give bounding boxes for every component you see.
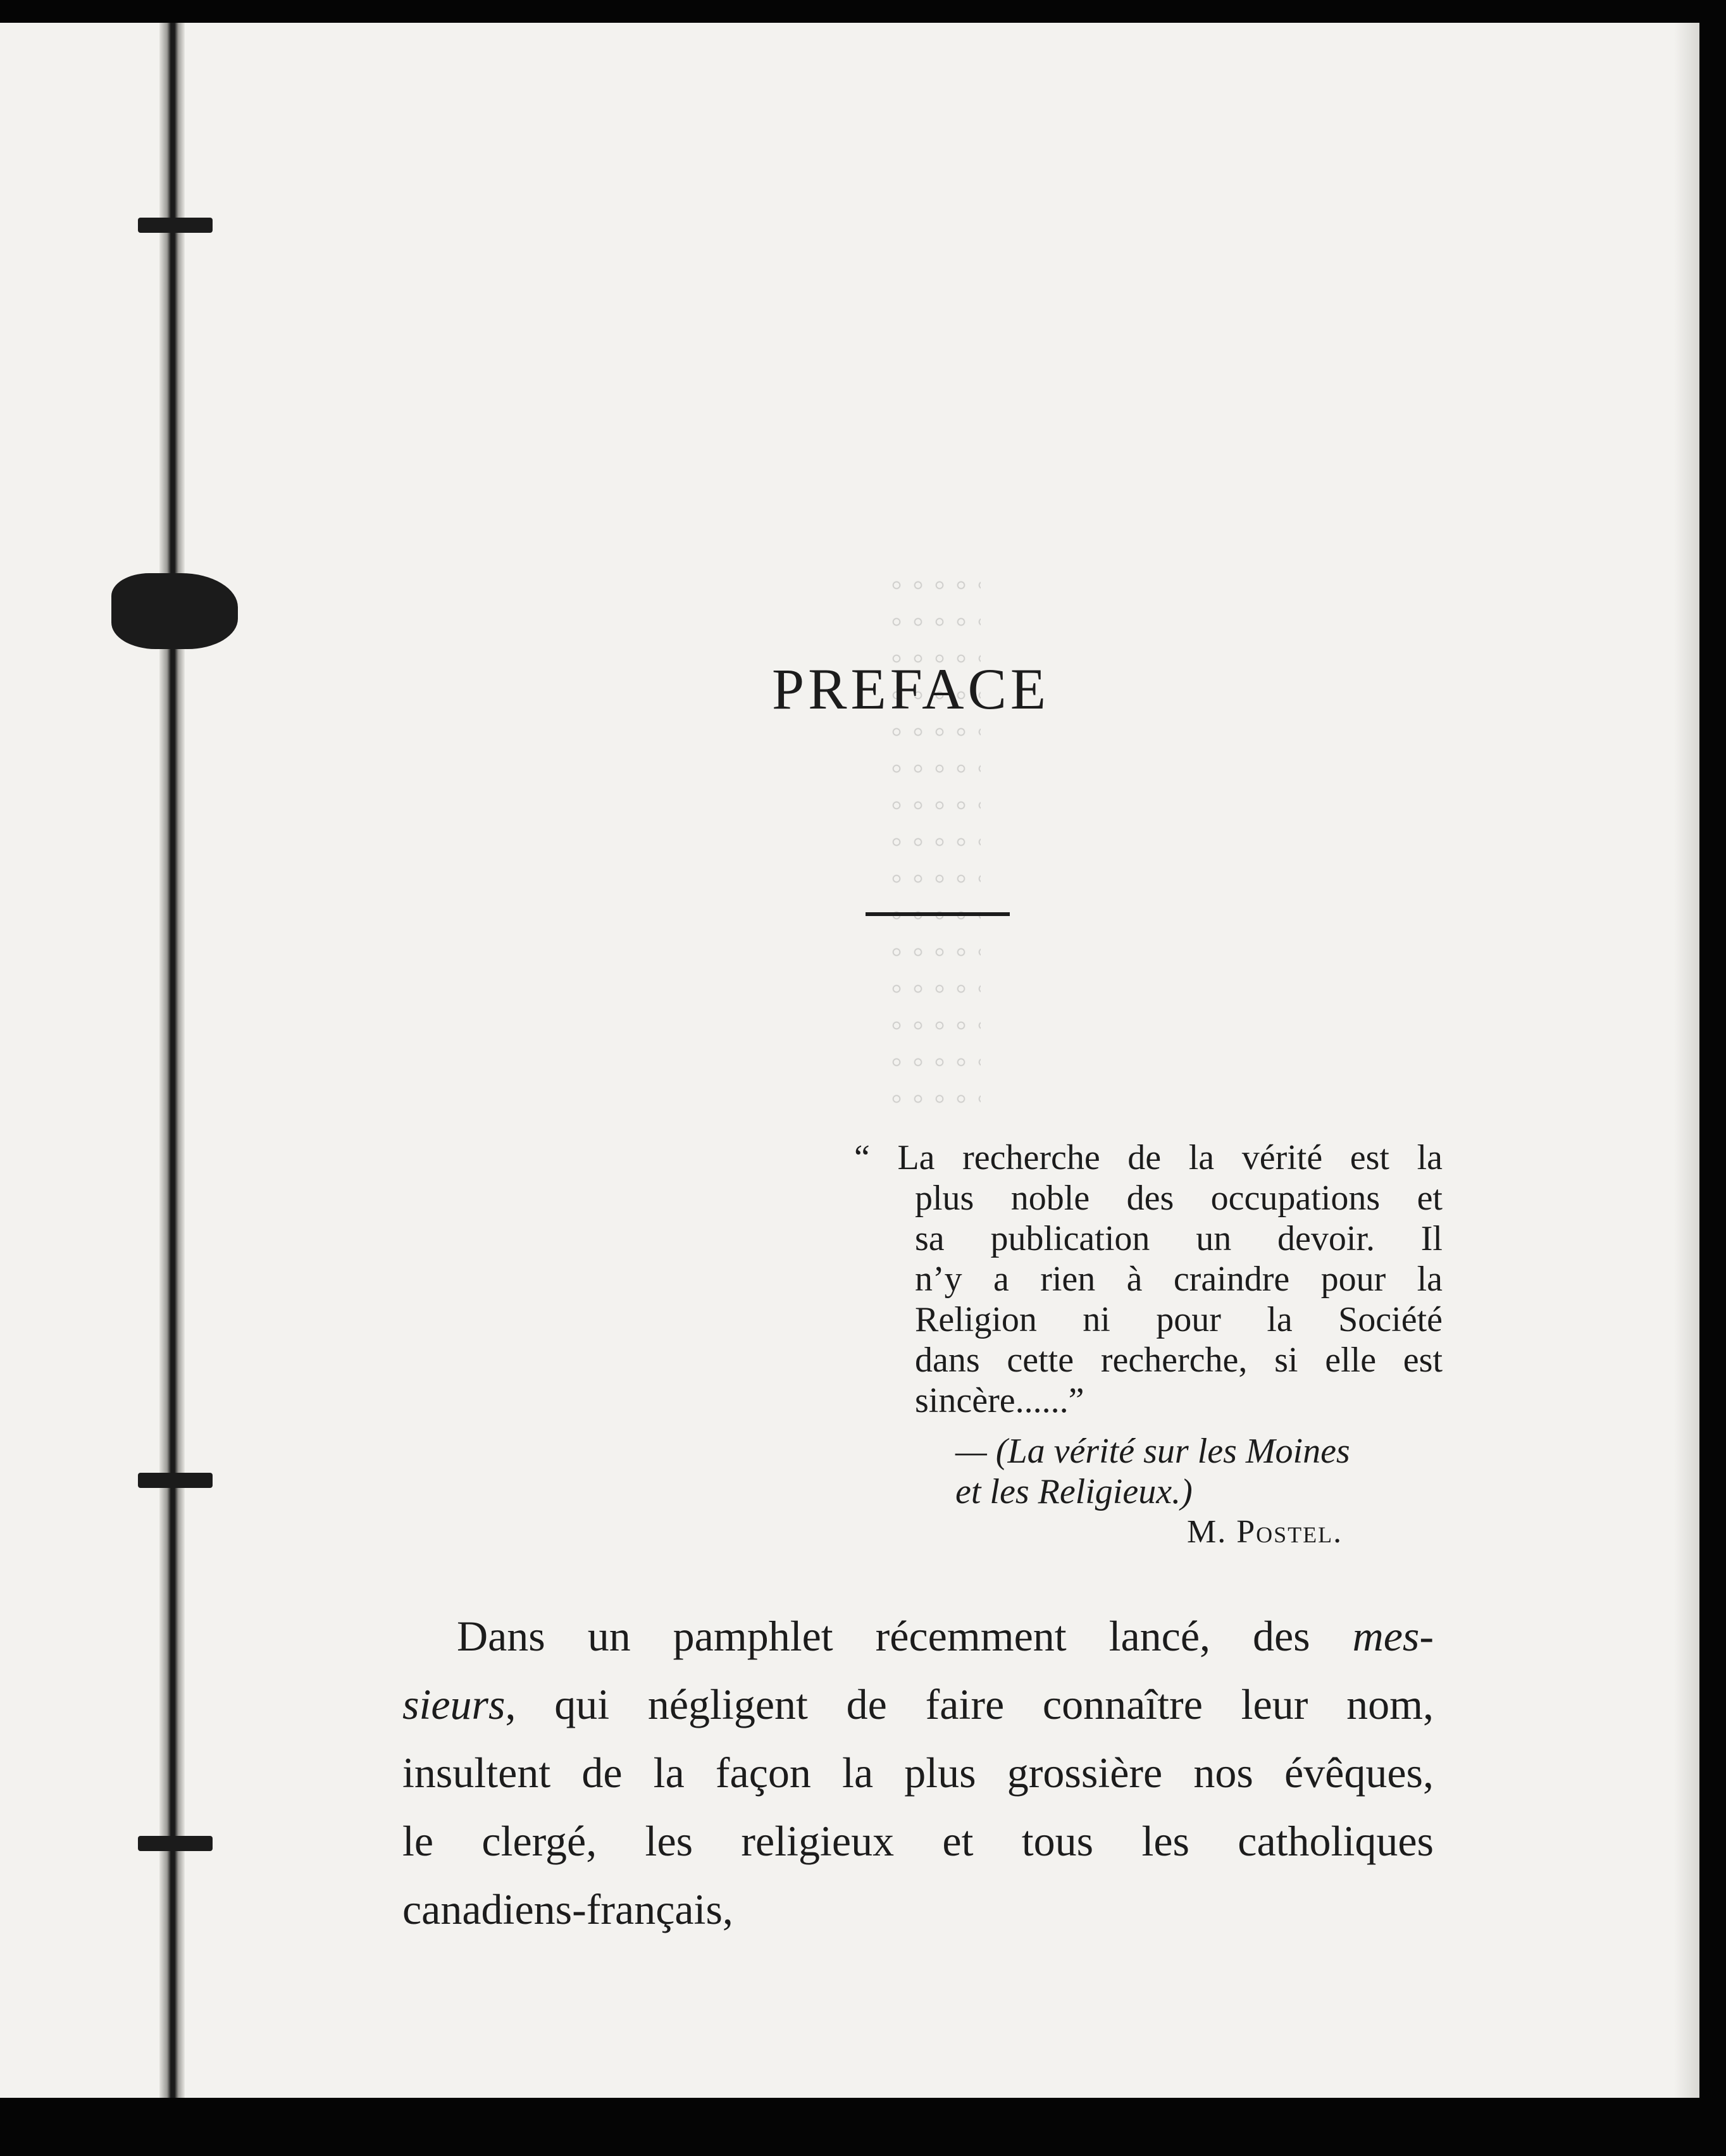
- body-line: [402, 1670, 1434, 1738]
- body-line: le clergé, les religieux et tous les catholiques: [402, 1817, 1434, 1865]
- binding-stitch: [138, 1836, 213, 1851]
- binding-stitch: [138, 1473, 213, 1488]
- page-edge-shadow: [1674, 23, 1699, 2098]
- binding-stitch: [138, 218, 213, 233]
- epigraph-line: plus noble des occupations et: [915, 1179, 1443, 1218]
- epigraph-source-line: — (La vérité sur les Moines: [955, 1432, 1350, 1471]
- body-line: insultent de la façon la plus grossière nos évêques,: [402, 1749, 1434, 1797]
- epigraph-line: dans cette recherche, si elle est: [915, 1341, 1443, 1380]
- show-through-perforations: [886, 567, 981, 1124]
- body-text: , qui négligent de faire connaître leur nom,: [505, 1680, 1434, 1728]
- body-line: canadiens-français,: [402, 1885, 733, 1933]
- body-italic-text: sieurs: [402, 1680, 506, 1728]
- epigraph-line: n’y a rien à craindre pour la: [915, 1260, 1443, 1299]
- title-rule: [866, 912, 1010, 916]
- epigraph-quote: [854, 1137, 1443, 1421]
- body-paragraph: [402, 1602, 1434, 1943]
- page-title: PREFACE: [772, 657, 1050, 721]
- book-spine: [159, 23, 185, 2098]
- body-text: Dans un pamphlet récemment lancé, des: [457, 1612, 1353, 1660]
- epigraph-line: sincère......”: [915, 1381, 1084, 1420]
- epigraph-line: “ La recherche de la vérité est la: [854, 1138, 1443, 1177]
- body-line: [402, 1602, 1434, 1670]
- book-page: [0, 23, 1699, 2098]
- epigraph-source: [955, 1431, 1443, 1512]
- body-italic-text: mes-: [1352, 1612, 1434, 1660]
- epigraph-author: M. Postel.: [1187, 1514, 1343, 1550]
- epigraph-source-line: et les Religieux.): [955, 1472, 1193, 1511]
- epigraph-line: sa publication un devoir. Il: [915, 1219, 1443, 1258]
- binding-blot: [111, 573, 238, 649]
- epigraph-line: Religion ni pour la Société: [915, 1300, 1443, 1339]
